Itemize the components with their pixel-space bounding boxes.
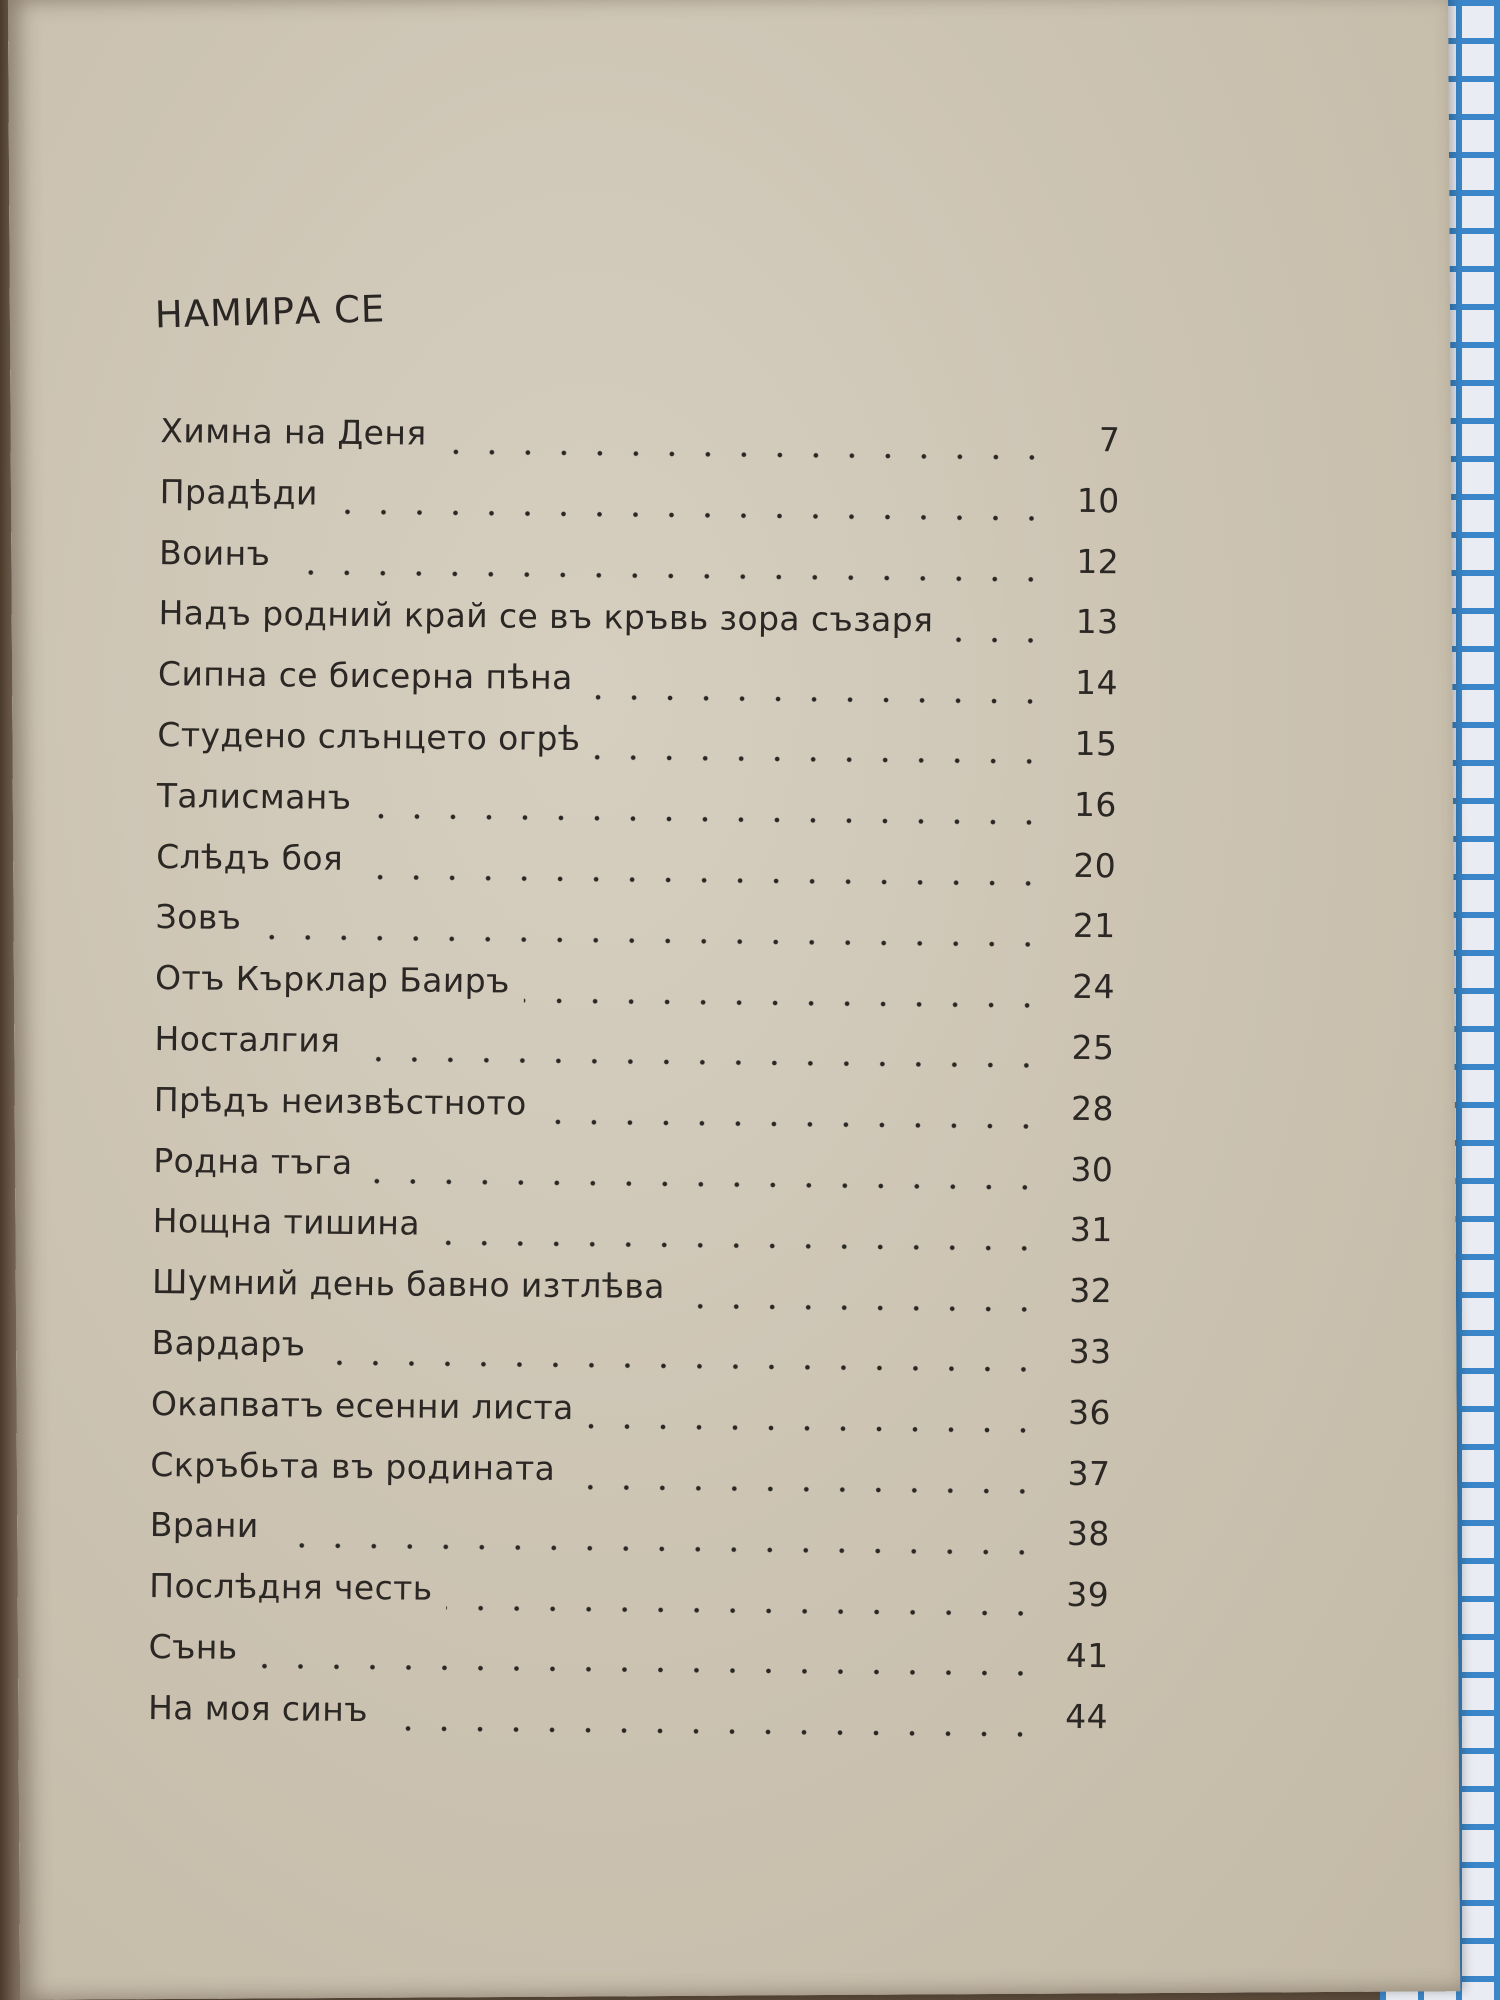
- toc-entry-title: Зовъ: [155, 897, 242, 938]
- toc-entry: [160, 411, 1121, 481]
- toc-entry-title: Сипна се бисерна пѣна: [157, 654, 573, 698]
- toc-entry: [156, 776, 1117, 846]
- toc-entry-page-number: 15: [1074, 723, 1118, 764]
- dot-leader: [594, 754, 1047, 766]
- dot-leader: [446, 1603, 1039, 1617]
- toc-entry: [149, 1505, 1110, 1575]
- dot-leader: [365, 812, 1046, 827]
- toc-entry-title: Родна тъга: [153, 1140, 353, 1182]
- toc-entry-page-number: 31: [1069, 1210, 1113, 1250]
- toc-entry-page-number: 44: [1065, 1696, 1109, 1736]
- toc-entry-page-number: 20: [1073, 845, 1117, 885]
- toc-entry: [154, 1080, 1115, 1150]
- table-of-contents: [148, 411, 1121, 1758]
- toc-entry-title: Шумний день бавно изтлѣва: [151, 1262, 666, 1307]
- toc-entry-page-number: 21: [1072, 906, 1116, 946]
- toc-entry: [158, 593, 1119, 663]
- toc-entry-title: Носталгия: [154, 1019, 341, 1060]
- dot-leader: [382, 1724, 1038, 1738]
- toc-entry: [157, 715, 1118, 785]
- toc-entry-page-number: 10: [1076, 480, 1120, 521]
- toc-entry-title: Скръбьта въ родината: [150, 1444, 556, 1488]
- dot-leader: [434, 1238, 1043, 1252]
- toc-entry-title: Вардаръ: [151, 1322, 306, 1364]
- toc-entry-page-number: 37: [1067, 1453, 1111, 1493]
- toc-entry: [151, 1323, 1112, 1393]
- toc-entry-page-number: 39: [1066, 1574, 1110, 1615]
- toc-entry: [154, 1019, 1115, 1089]
- toc-entry-page-number: 28: [1070, 1088, 1115, 1129]
- toc-entry: [151, 1384, 1112, 1454]
- dot-leader: [332, 508, 1050, 523]
- toc-entry-title: Врани: [149, 1505, 259, 1546]
- toc-entry-title: Прѣдъ неизвѣстното: [153, 1079, 527, 1123]
- toc-entry-page-number: 32: [1069, 1270, 1113, 1311]
- dot-leader: [319, 1359, 1041, 1374]
- dot-leader: [251, 1662, 1038, 1678]
- toc-entry: [156, 837, 1117, 907]
- contents-heading: НАМИРА СЕ: [154, 287, 386, 337]
- dot-leader: [679, 1302, 1042, 1313]
- toc-entry: [152, 1201, 1113, 1271]
- toc-entry-title: Сънь: [148, 1626, 238, 1667]
- toc-entry-page-number: 30: [1070, 1149, 1114, 1189]
- dot-leader: [569, 1483, 1040, 1496]
- toc-entry-page-number: 16: [1073, 784, 1117, 825]
- toc-entry: [159, 472, 1120, 542]
- dot-leader: [524, 996, 1045, 1009]
- toc-entry-page-number: 41: [1065, 1635, 1109, 1676]
- toc-entry-title: Надъ родний край се въ кръвь зора съзаря: [158, 593, 934, 640]
- toc-entry: [155, 897, 1116, 967]
- toc-entry: [149, 1566, 1110, 1636]
- toc-entry-page-number: 33: [1068, 1331, 1112, 1372]
- toc-entry-title: Послѣдня честь: [149, 1566, 433, 1608]
- toc-entry-page-number: 7: [1098, 420, 1121, 460]
- toc-entry: [158, 654, 1119, 724]
- toc-entry-page-number: 36: [1067, 1392, 1112, 1432]
- toc-entry-page-number: 38: [1066, 1514, 1110, 1554]
- toc-entry: [152, 1262, 1113, 1332]
- toc-entry-title: Окапватъ есенни листа: [150, 1383, 574, 1427]
- toc-entry: [155, 958, 1116, 1028]
- toc-entry: [159, 533, 1120, 603]
- toc-entry: [148, 1627, 1109, 1697]
- dot-leader: [255, 933, 1045, 949]
- toc-entry-title: Прадѣди: [159, 471, 318, 513]
- toc-entry-page-number: 24: [1072, 967, 1116, 1007]
- toc-entry-title: На моя синъ: [147, 1687, 369, 1729]
- toc-entry-title: Слѣдъ боя: [156, 836, 344, 878]
- dot-leader: [354, 1055, 1044, 1070]
- toc-entry-title: Отъ Кърклар Баиръ: [154, 958, 511, 1001]
- toc-entry-title: Студено слънцето огрѣ: [157, 715, 581, 759]
- dot-leader: [366, 1177, 1043, 1191]
- dot-leader: [284, 568, 1049, 583]
- dot-leader: [440, 448, 1050, 462]
- dot-leader: [357, 873, 1046, 888]
- toc-entry-page-number: 12: [1076, 541, 1120, 581]
- toc-entry: [148, 1688, 1109, 1758]
- dot-leader: [947, 635, 1048, 644]
- dot-leader: [586, 693, 1047, 705]
- dot-leader: [588, 1422, 1041, 1434]
- toc-entry-page-number: 13: [1075, 602, 1119, 642]
- book-page: [8, 0, 1460, 2000]
- toc-entry-title: Талисманъ: [156, 775, 352, 817]
- dot-leader: [540, 1118, 1043, 1131]
- toc-entry: [150, 1445, 1111, 1515]
- toc-entry-page-number: 25: [1071, 1027, 1115, 1068]
- toc-entry-title: Нощна тишина: [152, 1201, 421, 1243]
- toc-entry-title: Химна на Деня: [160, 411, 427, 453]
- toc-entry: [153, 1141, 1114, 1211]
- toc-entry-title: Воинъ: [158, 532, 271, 573]
- toc-entry-page-number: 14: [1074, 663, 1119, 703]
- dot-leader: [272, 1541, 1039, 1556]
